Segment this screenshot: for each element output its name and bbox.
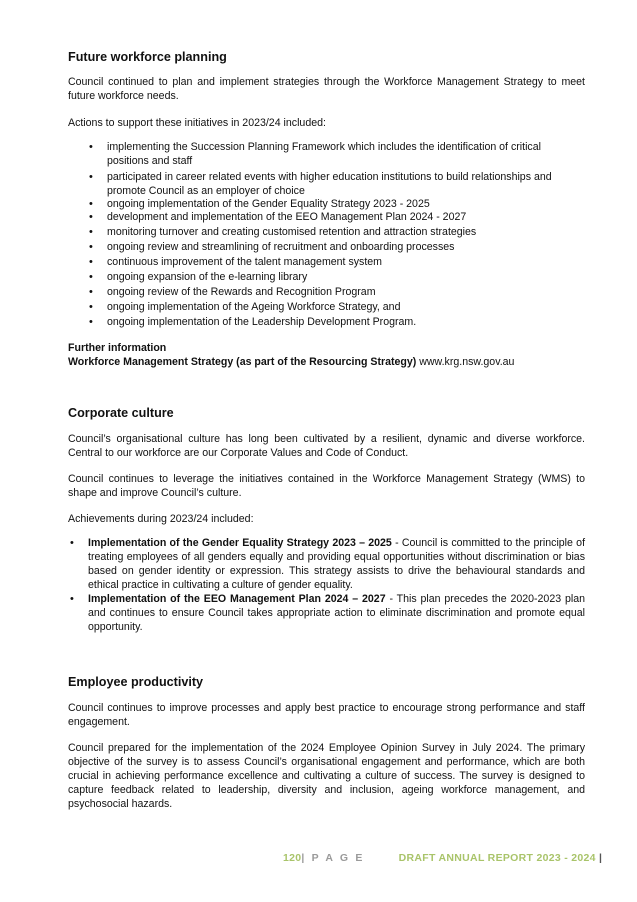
page-number: 120 — [283, 852, 302, 864]
list-item-text: implementing the Succession Planning Framework which includes the identification of critical positions and staff — [107, 141, 541, 167]
bullet-icon: • — [89, 198, 93, 210]
list-item-text: ongoing expansion of the e-learning library — [107, 271, 308, 283]
list-item — [68, 592, 585, 634]
bullet-icon: • — [89, 241, 93, 253]
list-item — [68, 255, 585, 269]
bullet-icon: • — [89, 286, 93, 298]
report-title: DRAFT ANNUAL REPORT 2023 - 2024 — [398, 852, 596, 864]
section-heading-workforce: Future workforce planning — [68, 50, 227, 64]
culture-paragraph-2: Council continues to leverage the initiatives contained in the Workforce Management Strategy (WMS) to shape and improve Council’s culture. — [68, 473, 585, 499]
bullet-icon: • — [89, 211, 93, 223]
achievement-text: - This plan precedes the 2020-2023 plan and continues to ensure Council takes appropriate action to eliminate discrimination and promote equal opportunity. — [88, 593, 585, 633]
bullet-icon: • — [89, 271, 93, 283]
list-item-text: ongoing review of the Rewards and Recognition Program — [107, 286, 376, 298]
list-item-text: participated in career related events with higher education institutions to build relationships and promote Council as an employer of choice — [107, 171, 552, 197]
list-item — [68, 140, 585, 168]
list-item — [68, 210, 585, 224]
section-heading-productivity: Employee productivity — [68, 675, 204, 689]
workforce-actions-list — [68, 140, 585, 329]
list-item-text: development and implementation of the EEO Management Plan 2024 - 2027 — [107, 211, 467, 223]
achievement-text: - Council is committed to the principle of treating employees of all genders equally and providing equal opportunities without discrimination or bias based on gender identity or expression. This strategy assists to drive the behavioural standards and ethical practice in cultivating a culture of gender equality. — [88, 537, 586, 591]
list-item-text: continuous improvement of the talent management system — [107, 256, 382, 268]
bullet-icon: • — [89, 256, 93, 268]
bullet-icon: • — [89, 226, 93, 238]
list-item-text: ongoing implementation of the Ageing Workforce Strategy, and — [107, 301, 401, 313]
page-label: | P A G E — [301, 852, 365, 864]
list-item — [68, 315, 585, 329]
further-information-title: Workforce Management Strategy (as part of the Resourcing Strategy) — [68, 356, 417, 368]
list-item — [68, 170, 585, 198]
list-item — [68, 270, 585, 284]
list-item — [68, 300, 585, 314]
list-item-text: ongoing implementation of the Leadership Development Program. — [107, 316, 417, 328]
bullet-icon: • — [89, 141, 93, 153]
list-item-text: monitoring turnover and creating customised retention and attraction strategies — [107, 226, 477, 238]
bullet-icon: • — [89, 301, 93, 313]
bullet-icon: • — [70, 593, 74, 605]
bullet-icon: • — [70, 537, 74, 549]
page-footer — [283, 851, 602, 865]
culture-achievements-list — [68, 536, 585, 634]
list-item — [68, 225, 585, 239]
bullet-icon: • — [89, 171, 93, 183]
achievement-title: Implementation of the Gender Equality Strategy 2023 – 2025 — [88, 537, 392, 549]
list-item — [68, 285, 585, 299]
list-item — [68, 240, 585, 254]
workforce-intro-paragraph: Council continued to plan and implement strategies through the Workforce Management Strategy to meet future workforce needs. — [68, 76, 585, 102]
section-heading-culture: Corporate culture — [68, 406, 174, 420]
list-item — [68, 536, 585, 592]
list-item-text: ongoing review and streamlining of recruitment and onboarding processes — [107, 241, 455, 253]
further-information-link-line — [68, 355, 514, 369]
productivity-paragraph-1: Council continues to improve processes and apply best practice to encourage strong performance and staff engagement. — [68, 702, 585, 728]
further-information-url[interactable]: www.krg.nsw.gov.au — [419, 356, 515, 368]
culture-paragraph-1: Council’s organisational culture has long been cultivated by a resilient, dynamic and diverse workforce. Central to our workforce are our Corporate Values and Code of Conduct. — [68, 433, 585, 459]
bullet-icon: • — [89, 316, 93, 328]
list-item-text: ongoing implementation of the Gender Equality Strategy 2023 - 2025 — [107, 198, 430, 210]
further-information-heading: Further information — [68, 342, 167, 354]
achievement-title: Implementation of the EEO Management Plan 2024 – 2027 — [88, 593, 386, 605]
culture-achievements-intro: Achievements during 2023/24 included: — [68, 513, 254, 525]
productivity-paragraph-2: Council prepared for the implementation of the 2024 Employee Opinion Survey in July 2024. The primary objective of the survey is to assess Council’s organisational engagement and performance, which are both crucial in achieving performance excellence and cultivating a culture of success. The survey is designed to capture feedback related to leadership, diversity and inclusion, ageing workforce management, and psychosocial hazards. — [68, 742, 585, 810]
workforce-actions-intro: Actions to support these initiatives in 2023/24 included: — [68, 117, 326, 129]
footer-separator: | — [599, 852, 603, 864]
list-item — [68, 197, 585, 211]
